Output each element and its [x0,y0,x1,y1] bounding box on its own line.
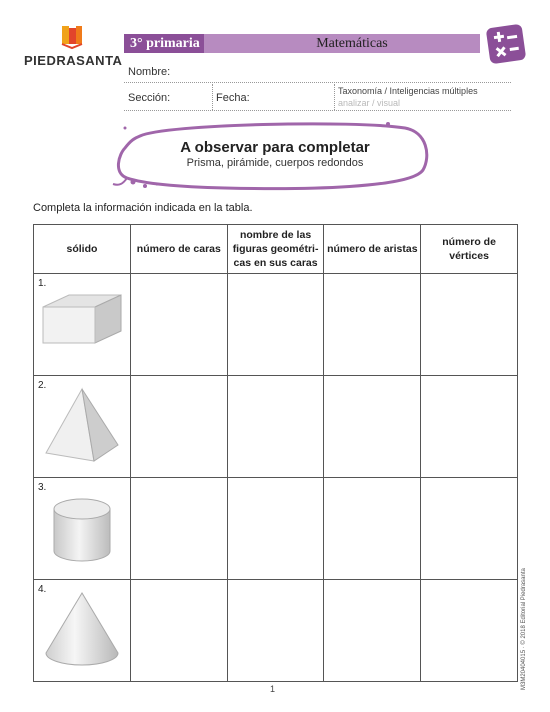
header-face-shapes: nombre de las figuras geométri-cas en sus caras [227,225,324,274]
edges-answer-cell[interactable] [324,478,421,580]
pyramid-icon [42,387,122,463]
fecha-label: Fecha: [216,92,250,104]
cone-icon [42,591,122,669]
divider [334,84,336,110]
taxonomy-label: Taxonomía / Inteligencias múltiples [338,86,478,96]
row-number: 3. [38,482,47,493]
logo-text: PIEDRASANTA [24,53,123,68]
header-edges: número de aristas [324,225,421,274]
faces-answer-cell[interactable] [130,376,227,478]
header-vertices: número de vértices [421,225,518,274]
table-row [34,376,518,478]
solid-cell [34,274,131,376]
vertices-answer-cell[interactable] [421,376,518,478]
face-shapes-answer-cell[interactable] [227,580,324,682]
rectangular-prism-icon [39,293,125,347]
activity-subtitle: Prisma, pirámide, cuerpos redondos [186,157,364,169]
face-shapes-answer-cell[interactable] [227,274,324,376]
page-number: 1 [270,684,276,694]
face-shapes-answer-cell[interactable] [227,376,324,478]
book-logo-icon [59,24,85,50]
vertices-answer-cell[interactable] [421,274,518,376]
table-row [34,580,518,682]
faces-answer-cell[interactable] [130,274,227,376]
instruction-text: Completa la información indicada en la tabla. [33,202,253,214]
table-row [34,274,518,376]
seccion-label: Sección: [128,92,171,104]
vertices-answer-cell[interactable] [421,580,518,682]
table-row [34,478,518,580]
section-row [124,84,511,111]
edges-answer-cell[interactable] [324,274,421,376]
face-shapes-answer-cell[interactable] [227,478,324,580]
publisher-logo [24,24,123,68]
cylinder-icon [50,497,114,563]
edges-answer-cell[interactable] [324,580,421,682]
nombre-field[interactable] [124,62,511,83]
row-number: 2. [38,380,47,391]
nombre-label: Nombre: [128,66,171,78]
vertices-answer-cell[interactable] [421,478,518,580]
table-header-row [34,225,518,274]
faces-answer-cell[interactable] [130,580,227,682]
edges-answer-cell[interactable] [324,376,421,478]
header-faces: número de caras [130,225,227,274]
solids-table [33,224,518,682]
divider [212,84,214,110]
row-number: 1. [38,278,47,289]
grade-label: 3° primaria [124,34,204,53]
solid-cell [34,580,131,682]
header-solid: sólido [34,225,131,274]
copyright-text: M3M20404015 · © 2018 Editorial Piedrasanta [521,568,527,690]
activity-title: A observar para completar [180,139,370,156]
solid-cell [34,376,131,478]
math-operations-icon [486,24,527,65]
faces-answer-cell[interactable] [130,478,227,580]
solid-cell [34,478,131,580]
row-number: 4. [38,584,47,595]
taxonomy-values: analizar / visual [338,98,401,108]
subject-title: Matemáticas [204,34,480,53]
